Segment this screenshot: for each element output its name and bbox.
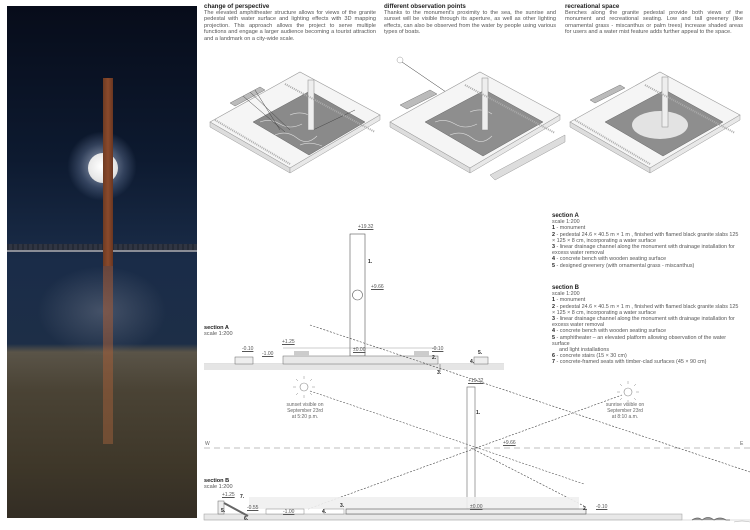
legend-a-scale: scale 1:200	[552, 219, 580, 226]
water-reflection-glow	[37, 266, 167, 356]
level-a-left-grass: -0.10	[242, 346, 254, 352]
marker-b-5: 5.	[221, 508, 226, 514]
iso-diagram-perspective	[205, 60, 385, 200]
section-b-title: section B	[204, 478, 230, 484]
concept-title-recreational: recreational space	[565, 3, 620, 10]
legend-a-item: 2 - pedestal 24.6 × 40.5 m × 1 m , finished with flamed black granite slabs 125 × 125 × 8 cm, incorporating a water surface	[552, 231, 739, 244]
marker-a-3: 3.	[437, 370, 442, 376]
legend-b-title: section B	[552, 285, 580, 291]
level-b-amphitheater: +1.25	[222, 492, 235, 498]
night-render-image	[7, 6, 197, 518]
sun-icon-sunset	[293, 376, 315, 398]
shoreline	[7, 250, 197, 252]
legend-b-item: 4 - concrete bench with wooden seating surface	[552, 328, 667, 335]
level-a-aperture: +9.66	[371, 284, 384, 290]
level-a-zero: ±0.00	[353, 347, 366, 353]
legend-b-scale: scale 1:200	[552, 291, 580, 298]
section-a-legend	[552, 213, 742, 269]
level-a-drain: -1.00	[262, 351, 274, 357]
legend-b-item: 7 - concrete-framed seats with timber-clad surfaces (45 × 90 cm)	[552, 359, 707, 366]
sun-icon-sunrise	[617, 381, 639, 403]
section-a-label	[204, 325, 233, 337]
level-a-right: -0.10	[432, 346, 444, 352]
legend-b-item: 3 - linear drainage channel along the monument with drainage installation for excess water removal	[552, 316, 735, 329]
concept-title-observation: different observation points	[384, 3, 466, 10]
legend-b-item: 6 - concrete stairs (15 × 30 cm)	[552, 353, 627, 360]
marker-a-4: 4.	[470, 359, 475, 365]
legend-a-item: 5 - designed greenery (with ornamental grass - miscanthus)	[552, 262, 695, 269]
marker-b-2: 2.	[583, 506, 588, 512]
marker-b-1: 1.	[476, 410, 481, 416]
legend-b-item: and light installations	[559, 347, 610, 354]
concept-text-recreational: Benches along the granite pedestal provide both views of the monument and recreational seating. Low and tall greenery (like ornamental grass - miscanthus or palm trees) increase shaded areas for users and a water mist feature adds further appeal to the space.	[565, 10, 743, 36]
legend-a-item: 1 - monument	[552, 225, 586, 232]
sunset-note: sunset visible on September 23rd at 5:20 p.m.	[286, 402, 324, 420]
level-a-top: +19.32	[358, 224, 374, 230]
iso-diagram-recreational	[565, 55, 745, 200]
section-b-label	[204, 478, 233, 490]
section-a-scale: scale 1:200	[204, 331, 233, 338]
iso-diagram-observation	[385, 50, 565, 200]
marker-a-2: 2.	[432, 355, 437, 361]
legend-b-item: 5 - amphitheater – an elevated platform allowing observation of the water surface	[552, 334, 727, 347]
monument-reflection	[103, 266, 113, 444]
level-b-bench: -1.00	[283, 509, 295, 515]
monument-pillar	[103, 78, 113, 266]
marker-a-1: 1.	[368, 259, 373, 265]
concept-title-perspective: change of perspective	[204, 3, 270, 10]
axis-west-label: W	[205, 441, 210, 447]
marker-b-7: 7.	[240, 494, 245, 500]
legend-a-item: 4 - concrete bench with wooden seating surface	[552, 256, 667, 263]
marker-b-4: 4.	[322, 509, 327, 515]
legend-a-title: section A	[552, 213, 579, 219]
marker-b-6: 6.	[244, 516, 249, 522]
level-b-zero: ±0.00	[470, 504, 483, 510]
axis-east-label: E	[740, 441, 744, 447]
level-b-right: -0.10	[596, 504, 608, 510]
level-b-aperture: +9.66	[503, 440, 516, 446]
legend-b-item: 2 - pedestal 24.6 × 40.5 m × 1 m , finished with flamed black granite slabs 125 × 125 × 8 cm, incorporating a water surface	[552, 303, 739, 316]
section-b-legend	[552, 285, 742, 366]
section-a-title: section A	[204, 325, 229, 331]
level-b-top: +19.32	[468, 378, 484, 384]
level-b-stairs: -0.55	[247, 505, 259, 511]
concept-text-perspective: The elevated amphitheater structure allows for views of the granite pedestal with water surface and lighting effects with 3D mapping projection. This approach allows the project to serve multiple functions and engage a larger audience becoming a tourist attraction and a landmark on a city-wide scale.	[204, 10, 376, 42]
legend-a-item: 3 - linear drainage channel along the monument with drainage installation for excess water removal	[552, 244, 735, 257]
sunrise-note: sunrise visible on September 23rd at 8:10 a.m.	[605, 402, 645, 420]
marker-a-5: 5.	[478, 350, 483, 356]
level-a-amphitheater: +1.25	[282, 339, 295, 345]
section-b-scale: scale 1:200	[204, 484, 233, 491]
marker-b-3: 3.	[340, 503, 345, 509]
concept-text-observation: Thanks to the monument's proximity to the sea, the sunrise and sunset will be visible through its aperture, as well as other lighting effects, can also be observed from the water by people using various types of boats.	[384, 10, 556, 36]
legend-b-item: 1 - monument	[552, 297, 586, 304]
